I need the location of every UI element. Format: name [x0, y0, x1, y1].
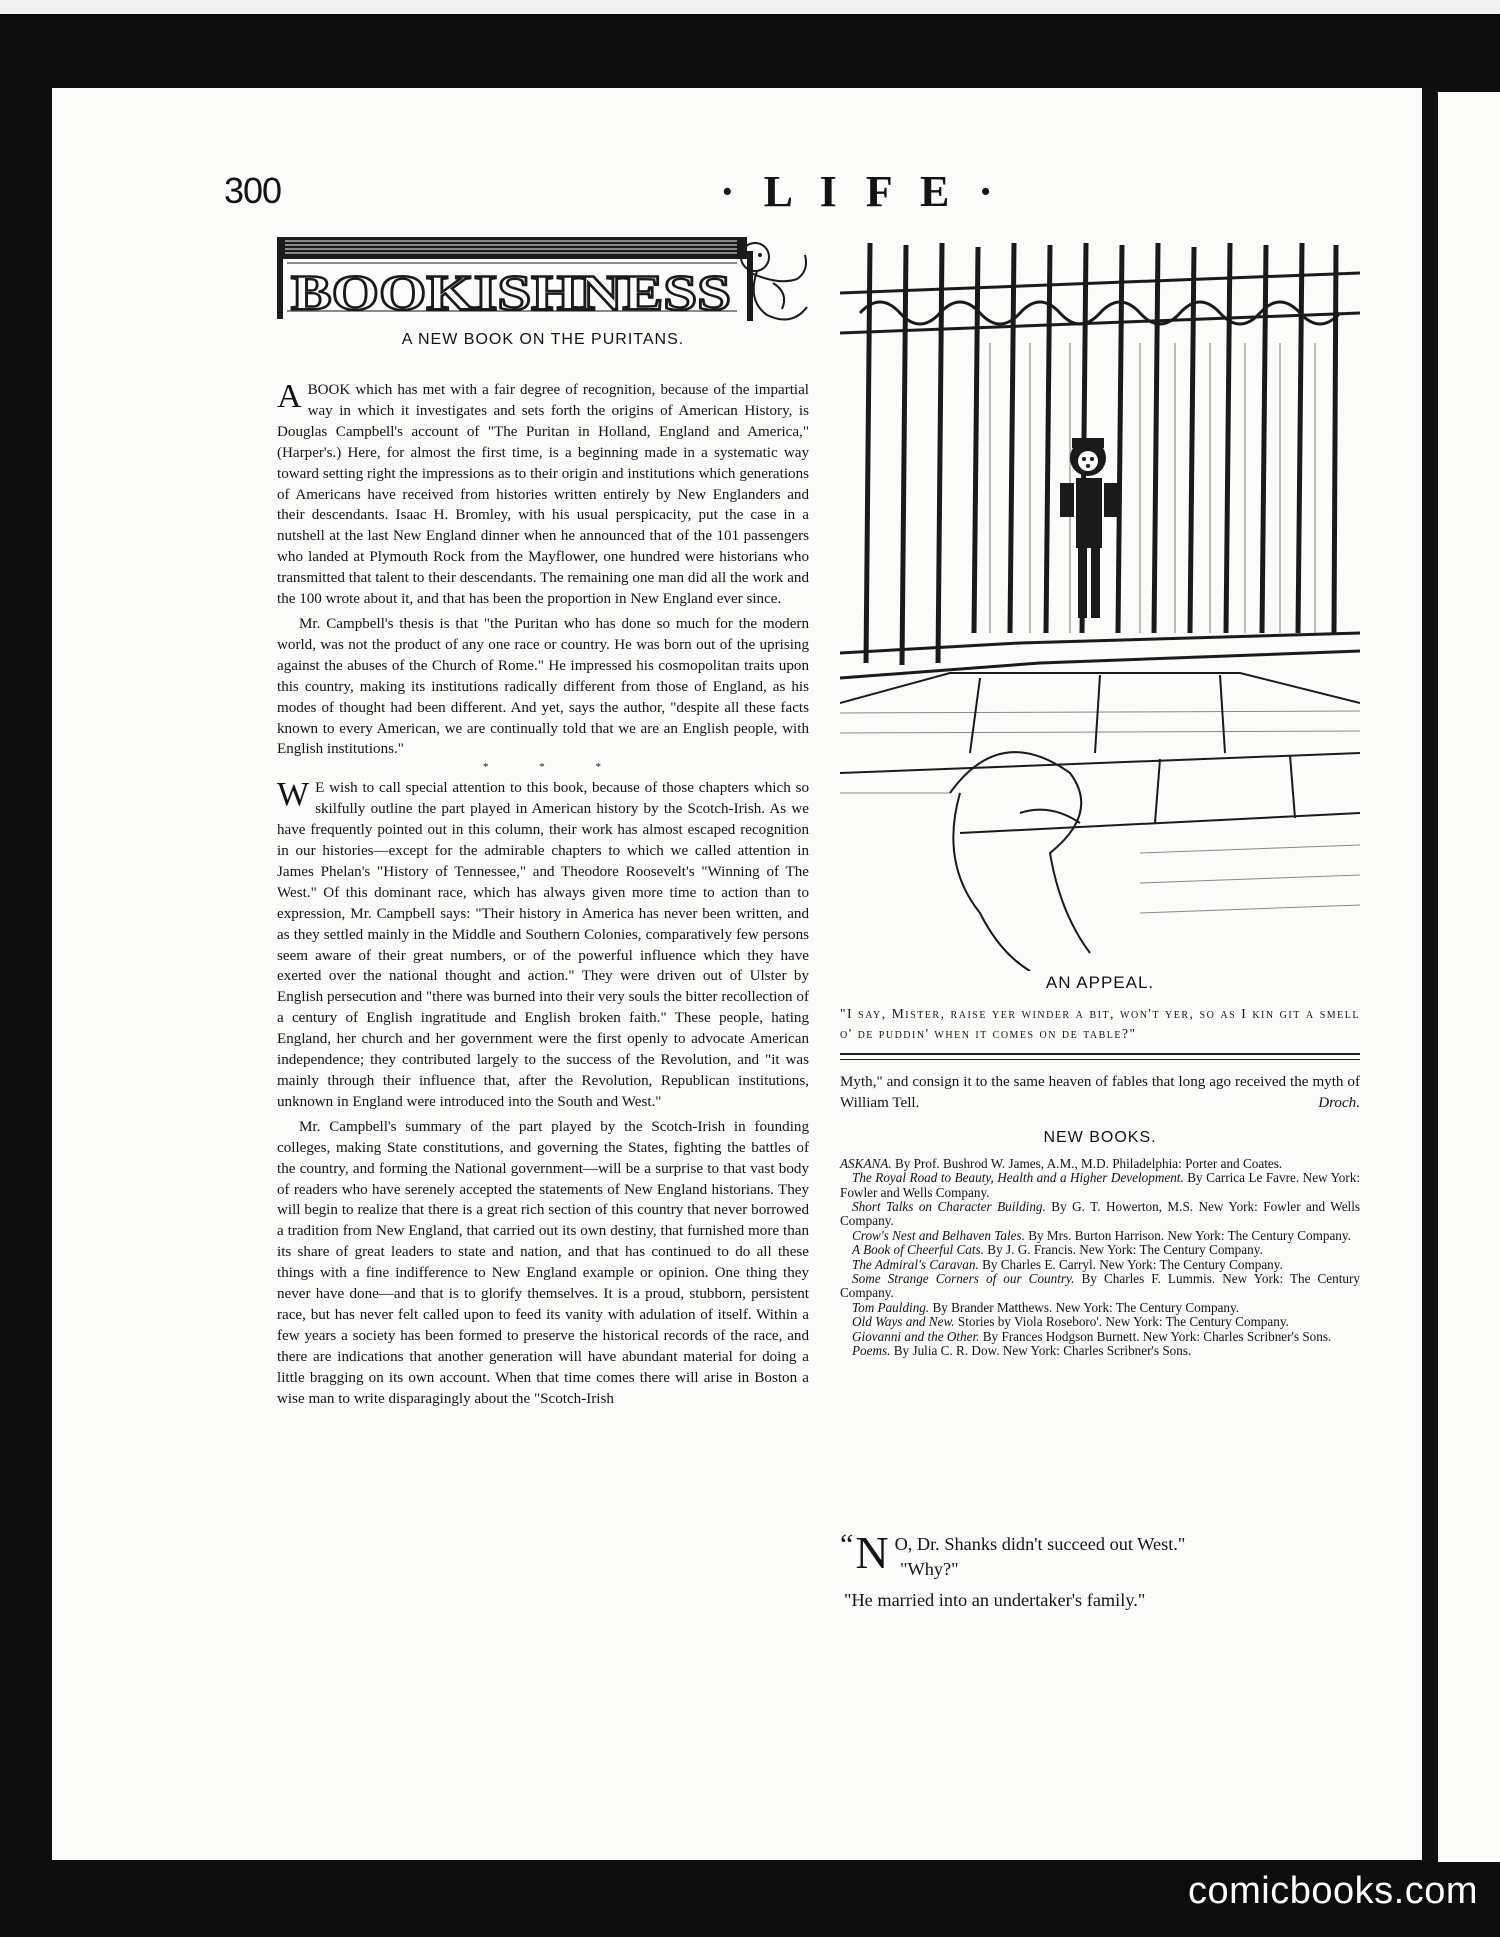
drop-cap-a: A	[277, 378, 302, 415]
joke-drop-cap: N	[855, 1527, 889, 1578]
right-column	[840, 1072, 1360, 1358]
book-title: Tom Paulding.	[852, 1299, 930, 1315]
paragraph-1	[277, 380, 809, 610]
book-details: By Julia C. R. Dow. New York: Charles Scribner's Sons.	[893, 1343, 1192, 1358]
new-books-list	[840, 1157, 1360, 1359]
illustration-title: AN APPEAL.	[1045, 973, 1155, 992]
paragraph-3-text: E wish to call special attention to this book, because of those chapters which so skilfully outline the part played in American history by the Scotch-Irish. As we have frequently pointed out in this column, their work has almost escaped recognition in our histories—except for the admirable chapters to which we called attention in James Phelan's "History of Tennessee," and Theodore Roosevelt's "Winning of The West." Of this dominant race, which has always given more time to action than to expression, Mr. Campbell says: "Their history in America has never been written, and as they settled mainly in the Middle and Southern Colonies, comparatively few persons seem aware of their great numbers, or of the powerful influence which they have exerted over the national thought and action." They were driven out of Ulster by English persecution and "there was burned into their very souls the bitter recollection of a century of English ingratitude and English broken faith." These people, hating England, her church and her government were the first openly to advocate American independence; they contributed largely to the success of the Revolution, and "it was mainly through their influence that, after the Revolution, Republican institutions, unknown in England were introduced into the South and West."	[277, 780, 809, 1110]
book-title: A Book of Cheerful Cats.	[852, 1242, 984, 1258]
paragraph-1-text: BOOK which has met with a fair degree of recognition, because of the impartial way in which it investigates and sets forth the origins of American History, is Douglas Campbell's account of "The Puritan in Holland, England and America," (Harper's.) Here, for almost the first time, is a beginning made in a systematic way toward setting right the impressions as to their origin and institutions which generations of Americans have received from histories written entirely by New Englanders and their descendants. Isaac H. Bromley, with his usual perspicacity, put the case in a nutshell at the last New England dinner when he announced that of the 101 passengers who landed at Plymouth Rock from the Mayflower, one hundred were historians who transmitted that talent to their descendants. The remaining one man did all the work and the 100 wrote about it, and that has been the proportion in New England ever since.	[277, 382, 809, 608]
book-details: By Brander Matthews. New York: The Century Company.	[932, 1299, 1240, 1315]
masthead: · L I F E ·	[720, 167, 1002, 216]
book-entry	[840, 1330, 1360, 1344]
banner-text: BOOKISHNESS	[291, 264, 731, 320]
book-details: By J. G. Francis. New York: The Century Company.	[987, 1242, 1263, 1258]
scan-top-edge	[0, 0, 1500, 14]
book-title: The Royal Road to Beauty, Health and a Higher Development.	[852, 1170, 1184, 1186]
book-entry	[840, 1315, 1360, 1329]
book-details: By Prof. Bushrod W. James, A.M., M.D. Philadelphia: Porter and Coates.	[894, 1155, 1283, 1171]
book-entry	[840, 1258, 1360, 1272]
book-title: Some Strange Corners of our Country.	[852, 1270, 1075, 1286]
book-details: By Charles F. Lummis. New York: The Century Company.	[840, 1270, 1360, 1301]
watermark: comicbooks.com	[1188, 1870, 1478, 1912]
book-title: Old Ways and New.	[852, 1314, 955, 1330]
book-details: By Carrica Le Favre. New York: Fowler and Wells Company.	[840, 1170, 1361, 1200]
continuation-text: Myth," and consign it to the same heaven of fables that long ago received the myth of William Tell. Droch.	[840, 1072, 1360, 1114]
section-stars: * * *	[483, 761, 625, 774]
paragraph-3	[277, 778, 809, 1113]
book-entry	[840, 1200, 1360, 1229]
article-heading: A NEW BOOK ON THE PURITANS.	[401, 331, 685, 348]
book-title: Giovanni and the Other.	[852, 1328, 980, 1344]
book-entry	[840, 1301, 1360, 1315]
joke-line-3: "He married into an undertaker's family."	[844, 1590, 1146, 1610]
joke-line-2: "Why?"	[900, 1559, 959, 1579]
book-details: By Frances Hodgson Burnett. New York: Charles Scribner's Sons.	[982, 1328, 1332, 1344]
book-title: The Admiral's Caravan.	[852, 1256, 979, 1272]
signature: Droch.	[1318, 1094, 1360, 1111]
book-title: Poems.	[852, 1343, 891, 1358]
joke-open-quote: “	[840, 1528, 854, 1561]
book-details: Stories by Viola Roseboro'. New York: The Century Company.	[957, 1314, 1289, 1330]
paragraph-2: Mr. Campbell's thesis is that "the Puritan who has done so much for the modern world, was not the product of any one race or country. He was born out of the uprising against the abuses of the Church of Rome." He impressed his cosmopolitan traits upon this country, making its institutions radically different from those of England, as his modes of thought had been different. And yet, says the author, "despite all these facts known to every American, we are continually told that we are an English people, with English institutions."	[277, 615, 809, 758]
bookishness-banner	[277, 231, 812, 335]
divider-rule	[840, 1053, 1360, 1055]
book-title: ASKANA.	[840, 1155, 892, 1171]
joke-line-1: “ N O, Dr. Shanks didn't succeed out West."	[840, 1527, 1186, 1578]
book-details: By Charles E. Carryl. New York: The Century Company.	[982, 1256, 1283, 1272]
appeal-illustration	[840, 233, 1360, 971]
page-gutter	[1422, 88, 1438, 1860]
book-entry	[840, 1344, 1360, 1358]
paragraph-4: Mr. Campbell's summary of the part played by the Scotch-Irish in founding colleges, making State constitutions, and governing the States, fighting the battles of the country, and forming the National government—will be a surprise to that vast body of readers who have serenely accepted the statements of New England historians. They will begin to realize that there is a great rich section of this country that never borrowed a tradition from New England, that carried out its own destiny, that furnished more than its share of great leaders to state and nation, and that has continued to do all these things with a fine indifference to New England example or opinion. One thing they never have done—and that is to glorify themselves. It is a proud, stubborn, persistent race, but has never felt called upon to feed its vanity with adulation of itself. Within a few years a society has been formed to preserve the historical records of the race, and there are indications that another generation will have abundant material for doing a little bragging on its own account. When that time comes there will arise in Boston a wise man to write disparagingly about the "Scotch-Irish	[277, 1118, 809, 1407]
book-entry	[840, 1243, 1360, 1257]
book-title: Crow's Nest and Belhaven Tales.	[852, 1227, 1025, 1243]
book-entry	[840, 1171, 1360, 1200]
book-entry	[840, 1157, 1360, 1171]
book-entry	[840, 1229, 1360, 1243]
book-details: By Mrs. Burton Harrison. New York: The Century Company.	[1028, 1227, 1351, 1243]
joke	[840, 1527, 1360, 1613]
book-entry	[840, 1272, 1360, 1301]
drop-cap-w: W	[277, 776, 310, 814]
book-title: Short Talks on Character Building.	[852, 1198, 1046, 1214]
next-page-edge	[1438, 92, 1500, 1862]
left-column	[277, 331, 809, 1410]
book-details: By G. T. Howerton, M.S. New York: Fowler and Wells Company.	[840, 1198, 1361, 1229]
illustration-caption: "I say, Mister, raise yer winder a bit, won't yer, so as I kin git a smell o' de puddin' when it comes on de table?"	[840, 1006, 1360, 1041]
page-number: 300	[224, 170, 282, 211]
new-books-heading: NEW BOOKS.	[1043, 1128, 1157, 1146]
divider-rule-thin	[840, 1059, 1360, 1060]
